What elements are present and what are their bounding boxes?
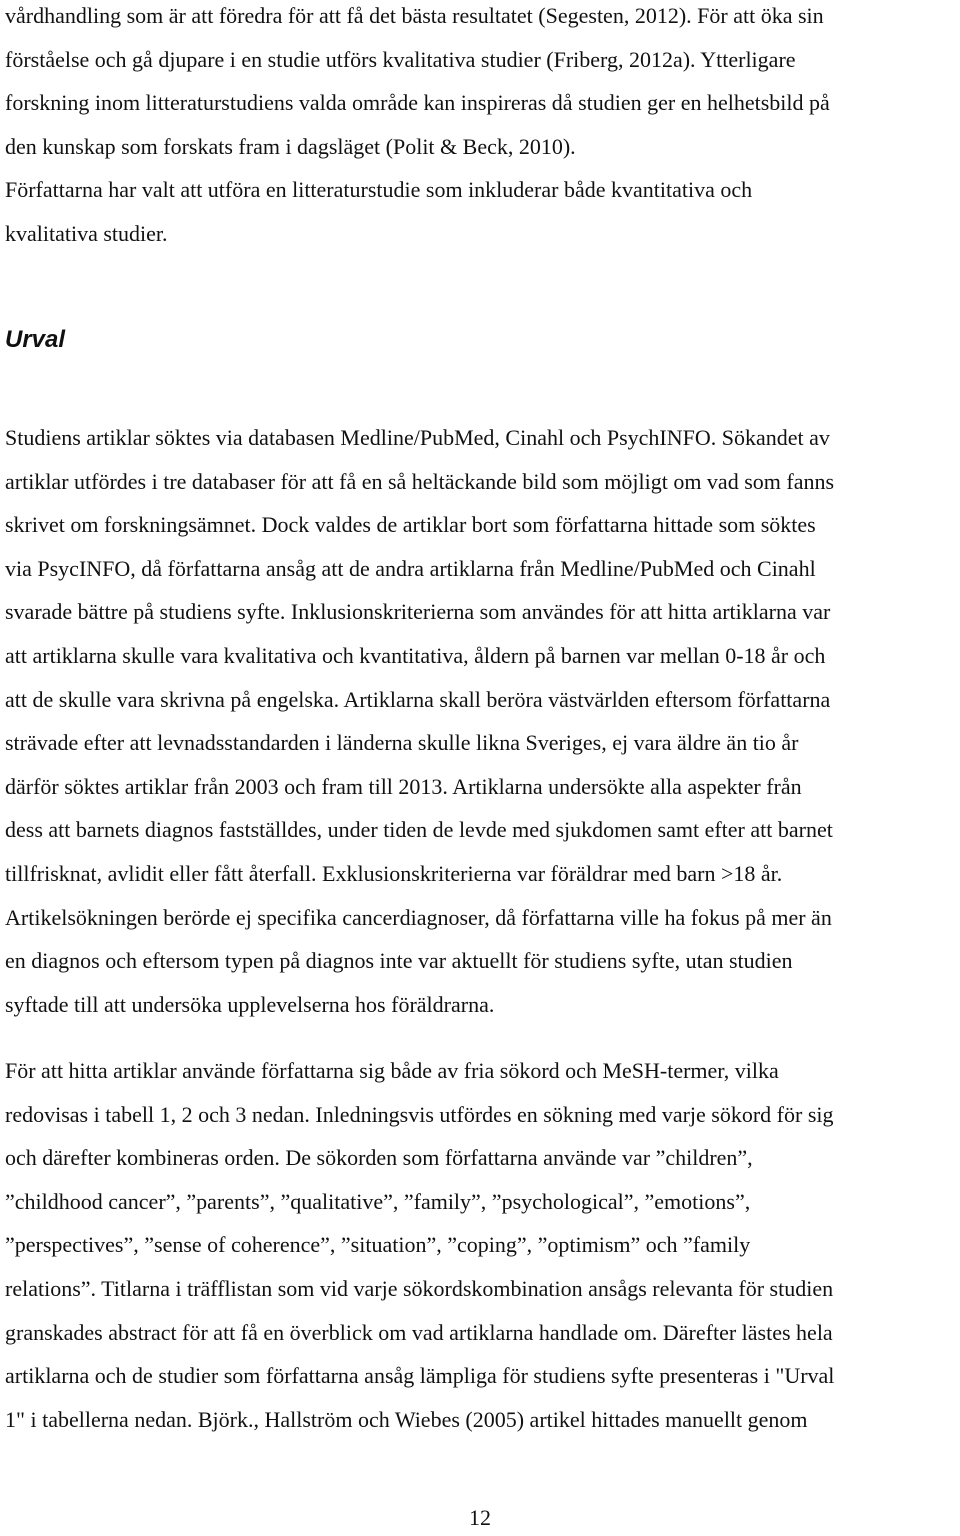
text-line: forskning inom litteraturstudiens valda område kan inspireras då studien ger en helhetsbild på (5, 90, 830, 116)
text-line: kvalitativa studier. (5, 220, 168, 246)
text-line: Författarna har valt att utföra en litteraturstudie som inkluderar både kvantitativa och (5, 177, 753, 203)
text-line: granskades abstract för att få en överblick om vad artiklarna handlade om. Därefter lästes hela (5, 1319, 833, 1345)
urval-paragraph (5, 416, 955, 1026)
text-line: skrivet om forskningsämnet. Dock valdes de artiklar bort som författarna hittade som söktes (5, 512, 816, 538)
text-line: via PsycINFO, då författarna ansåg att de andra artiklarna från Medline/PubMed och Cinahl (5, 555, 816, 581)
text-line: vårdhandling som är att föredra för att få det bästa resultatet (Segesten, 2012). För att öka sin (5, 3, 824, 28)
text-line: en diagnos och eftersom typen på diagnos inte var aktuellt för studiens syfte, utan studien (5, 948, 793, 974)
text-line: tillfrisknat, avlidit eller fått återfall. Exklusionskriterierna var föräldrar med barn >18 år. (5, 860, 783, 886)
text-line: För att hitta artiklar använde författarna sig både av fria sökord och MeSH-termer, vilka (5, 1058, 779, 1083)
text-line: därför söktes artiklar från 2003 och fram till 2013. Artiklarna undersökte alla aspekter från (5, 773, 802, 799)
text-line: svarade bättre på studiens syfte. Inklusionskriterierna som användes för att hitta artiklarna var (5, 599, 831, 625)
text-line: och därefter kombineras orden. De sökorden som författarna använde var ”children”, (5, 1145, 753, 1171)
text-line: den kunskap som forskats fram i dagsläget (Polit & Beck, 2010). (5, 133, 576, 159)
text-line: 1" i tabellerna nedan. Björk., Hallström och Wiebes (2005) artikel hittades manuellt genom (5, 1406, 808, 1432)
text-line: Artikelsökningen berörde ej specifika cancerdiagnoser, då författarna ville ha fokus på mer än (5, 904, 832, 930)
text-line: syftade till att undersöka upplevelserna hos föräldrarna. (5, 991, 495, 1017)
text-line: strävade efter att levnadsstandarden i länderna skulle likna Sveriges, ej vara äldre än tio år (5, 730, 799, 756)
text-line: artiklarna och de studier som författarna ansåg lämpliga för studiens syfte presenteras i "Urval (5, 1363, 835, 1389)
text-line: ”childhood cancer”, ”parents”, ”qualitative”, ”family”, ”psychological”, ”emotions”, (5, 1188, 751, 1214)
section-heading: Urval (5, 326, 66, 353)
text-line: ”perspectives”, ”sense of coherence”, ”situation”, ”coping”, ”optimism” och ”family (5, 1232, 751, 1258)
page-number: 12 (469, 1505, 491, 1530)
text-line: redovisas i tabell 1, 2 och 3 nedan. Inledningsvis utfördes en sökning med varje sökord för sig (5, 1101, 834, 1127)
text-line: artiklar utfördes i tre databaser för att få en så heltäckande bild som möjligt om vad som fanns (5, 468, 835, 494)
text-line: att artiklarna skulle vara kvalitativa och kvantitativa, åldern på barnen var mellan 0-18 år och (5, 642, 826, 668)
intro-paragraph (5, 0, 955, 256)
text-line: relations”. Titlarna i träfflistan som vid varje sökordskombination ansågs relevanta för studien (5, 1275, 834, 1301)
text-line: Studiens artiklar söktes via databasen Medline/PubMed, Cinahl och PsychINFO. Sökandet av (5, 425, 830, 450)
text-line: förståelse och gå djupare i en studie utförs kvalitativa studier (Friberg, 2012a). Ytterligare (5, 46, 796, 72)
text-line: dess att barnets diagnos fastställdes, under tiden de levde med sjukdomen samt efter att barnet (5, 817, 833, 843)
text-line: att de skulle vara skrivna på engelska. Artiklarna skall beröra västvärlden eftersom författarna (5, 686, 831, 712)
search-paragraph (5, 1049, 955, 1441)
